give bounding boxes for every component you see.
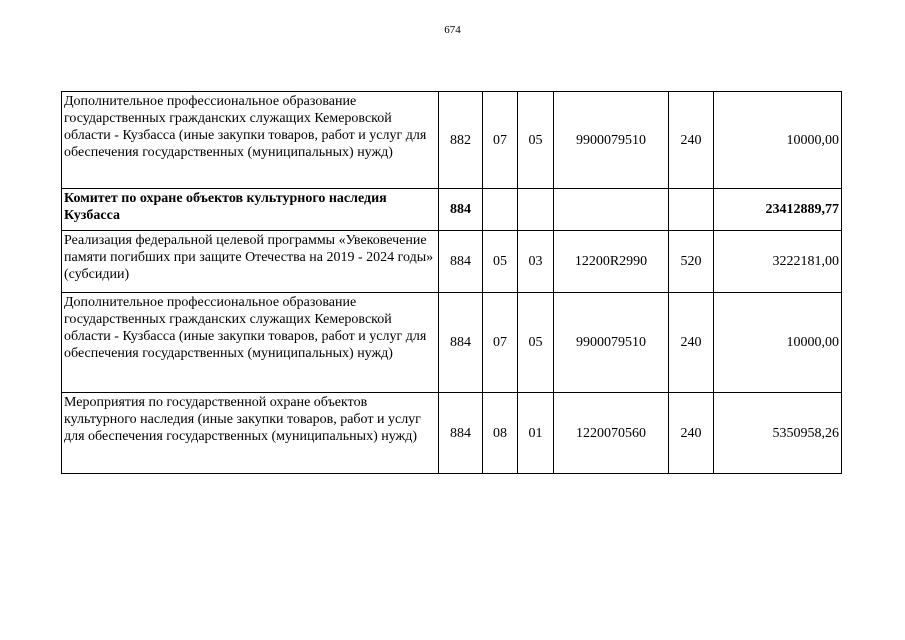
- row-expense-type: [669, 189, 714, 231]
- row-subsection-code: 01: [518, 393, 554, 474]
- row-ministry-code: 884: [439, 189, 483, 231]
- row-expense-type: 240: [669, 393, 714, 474]
- row-amount: 10000,00: [714, 293, 842, 393]
- row-name: Дополнительное профессиональное образование государственных гражданских служащих Кемеровской области - Кузбасса (иные закупки товаров, работ и услуг для обеспечения государственных (муниципальных) нужд): [62, 293, 439, 393]
- row-name: Мероприятия по государственной охране объектов культурного наследия (иные закупки товаров, работ и услуг для обеспечения государственных (муниципальных) нужд): [62, 393, 439, 474]
- row-section-code: [483, 189, 518, 231]
- row-target-article: 12200R2990: [554, 231, 669, 293]
- row-subsection-code: 05: [518, 293, 554, 393]
- budget-table: [61, 91, 842, 474]
- row-subsection-code: 03: [518, 231, 554, 293]
- row-target-article: [554, 189, 669, 231]
- row-name: Реализация федеральной целевой программы «Увековечение памяти погибших при защите Отечества на 2019 - 2024 годы» (субсидии): [62, 231, 439, 293]
- row-subsection-code: [518, 189, 554, 231]
- row-expense-type: 520: [669, 231, 714, 293]
- row-section-code: 05: [483, 231, 518, 293]
- row-target-article: 1220070560: [554, 393, 669, 474]
- row-amount: 5350958,26: [714, 393, 842, 474]
- table-row: [62, 92, 842, 189]
- table-row: [62, 189, 842, 231]
- row-section-code: 07: [483, 92, 518, 189]
- row-amount: 10000,00: [714, 92, 842, 189]
- row-ministry-code: 884: [439, 393, 483, 474]
- row-expense-type: 240: [669, 293, 714, 393]
- row-amount: 3222181,00: [714, 231, 842, 293]
- table-row: [62, 393, 842, 474]
- row-name: Дополнительное профессиональное образование государственных гражданских служащих Кемеровской области - Кузбасса (иные закупки товаров, работ и услуг для обеспечения государственных (муниципальных) нужд): [62, 92, 439, 189]
- row-ministry-code: 884: [439, 293, 483, 393]
- row-target-article: 9900079510: [554, 293, 669, 393]
- row-name: Комитет по охране объектов культурного наследия Кузбасса: [62, 189, 439, 231]
- row-target-article: 9900079510: [554, 92, 669, 189]
- page-number: 674: [444, 24, 461, 36]
- row-section-code: 07: [483, 293, 518, 393]
- row-ministry-code: 882: [439, 92, 483, 189]
- row-amount: 23412889,77: [714, 189, 842, 231]
- row-section-code: 08: [483, 393, 518, 474]
- row-subsection-code: 05: [518, 92, 554, 189]
- table-row: [62, 231, 842, 293]
- table-row: [62, 293, 842, 393]
- row-expense-type: 240: [669, 92, 714, 189]
- row-ministry-code: 884: [439, 231, 483, 293]
